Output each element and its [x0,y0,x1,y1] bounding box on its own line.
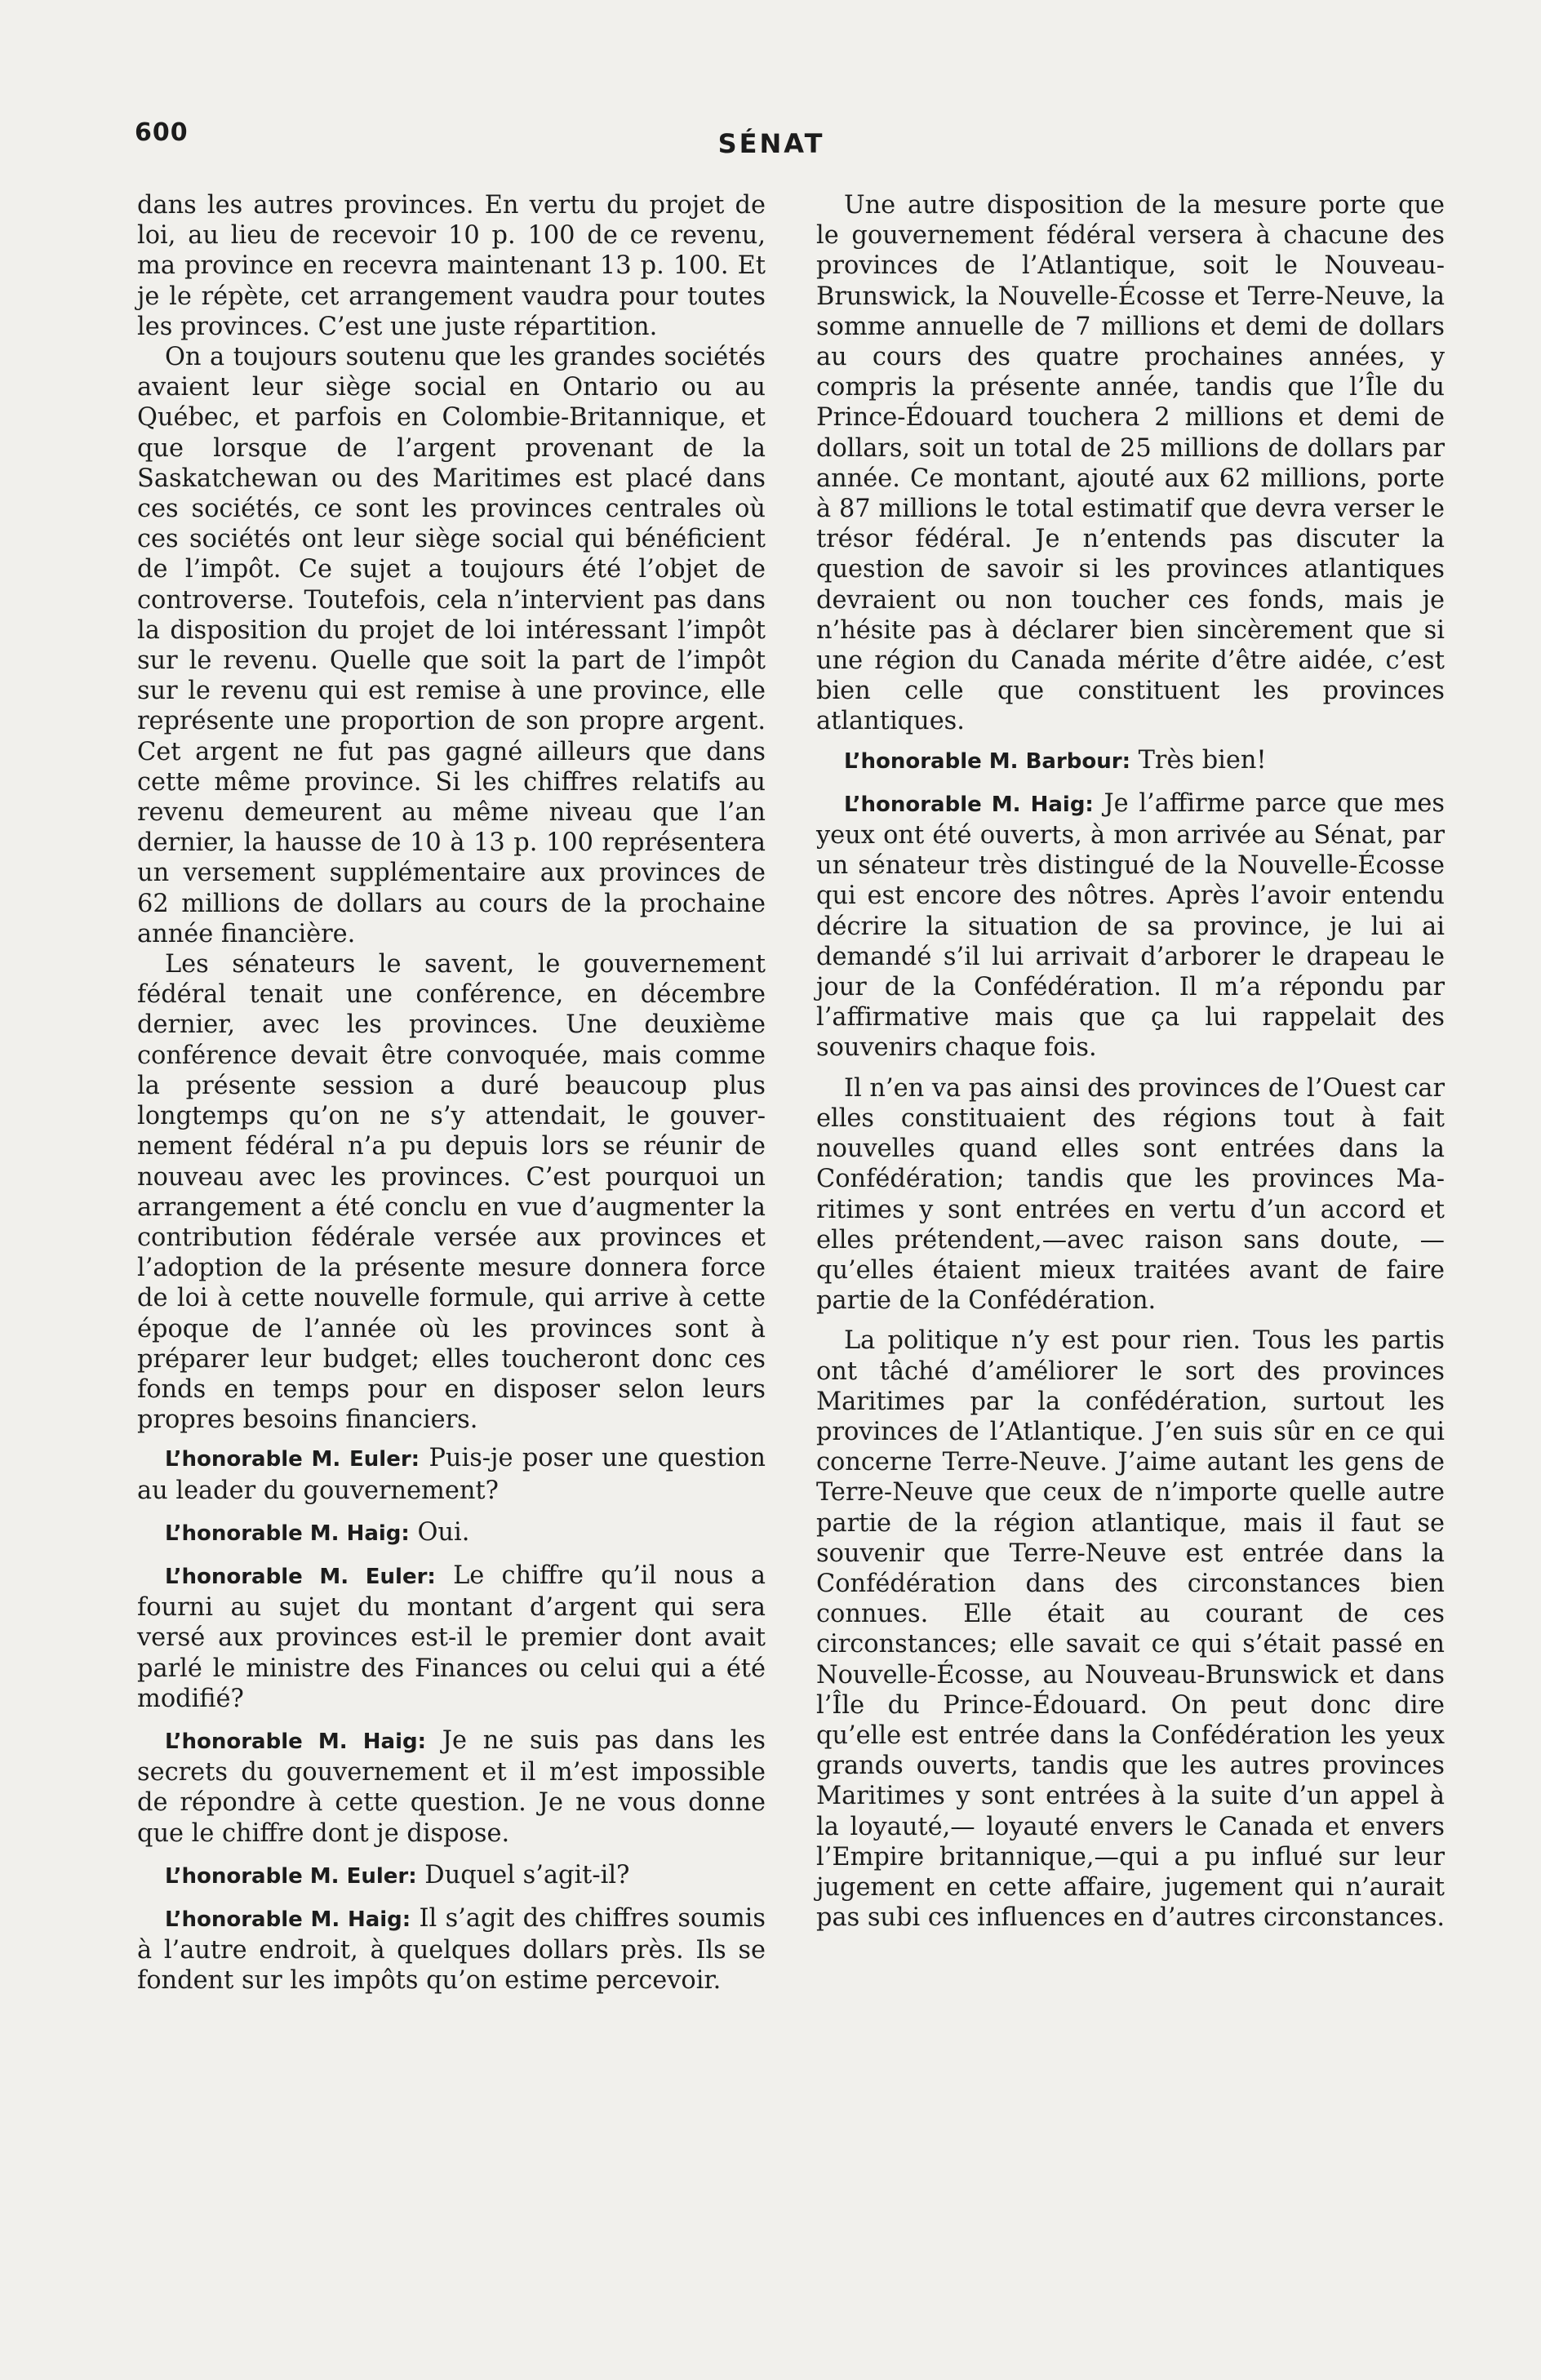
speech-text: Le chiffre qu’il nous a fourni au sujet du montant d’argent qui sera versé aux provinces est-il le premier dont avait parlé le ministre des Finances ou celui qui a été modifié? [137,1561,766,1713]
speech-paragraph [137,1517,766,1549]
speech-text: Oui. [417,1517,470,1547]
page-number: 600 [135,118,189,147]
speaker-name: L’honorable M. Haig: [165,1729,427,1754]
speech-text: Très bien! [1138,745,1267,775]
speech-paragraph [816,745,1445,777]
speech-text: Je l’affirme parce que mes yeux ont été ouverts, à mon arrivée au Sénat, par un sénateur très distingué de la Nouvelle-Écosse qui est encore des nôtres. Après l’avoir entendu décrire la situation de sa province, je lui ai demandé s’il lui arrivait d’arborer le drapeau le jour de la Confédération. Il m’a répondu par l’affirmative mais que ça lui rappelait des souvenirs chaque fois. [816,788,1445,1063]
speech-text: Duquel s’agit-il? [424,1860,630,1889]
body-paragraph: La politique n’y est pour rien. Tous les partis ont tâché d’améliorer le sort des provinces Maritimes par la confédération, surtout les provinces de l’Atlantique. J’en suis sûr en ce qui concerne Terre-Neuve. J’aime autant les gens de Terre-Neuve que ceux de n’importe quelle autre partie de la région atlantique, mais il faut se souvenir que Terre-Neuve est entrée dans la Confédération dans des circonstances bien connues. Elle était au courant de ces circonstances; elle savait ce qui s’était passé en Nouvelle-Écosse, au Nouveau-Brunswick et dans l’Île du Prince-Édouard. On peut donc dire qu’elle est entrée dans la Confédération les yeux grands ouverts, tandis que les autres provinces Maritimes y sont entrées à la suite d’un appel à la loyauté,— loyauté envers le Canada et envers l’Empire britannique,—qui a pu influé sur leur jugement en cette affaire, jugement qui n’aurait pas subi ces influences en d’autres circonstances. [816,1326,1445,1933]
speech-paragraph [137,1903,766,1996]
speech-paragraph [816,788,1445,1063]
speech-paragraph [137,1561,766,1714]
body-paragraph: dans les autres provinces. En vertu du projet de loi, au lieu de recevoir 10 p. 100 de ce revenu, ma province en recevra maintenant 13 p. 100. Et je le répète, cet arrangement vaudra pour toutes les provinces. C’est une juste répartition. [137,191,766,341]
speech-text: Il s’agit des chiffres soumis à l’autre endroit, à quelques dollars près. Ils se fondent sur les impôts qu’on estime percevoir. [137,1903,766,1996]
speech-paragraph [137,1860,766,1892]
speaker-name: L’honorable M. Euler: [165,1863,417,1889]
right-column [816,190,1445,1933]
speaker-name: L’honorable M. Euler: [165,1447,420,1472]
speaker-name: L’honorable M. Barbour: [844,748,1130,774]
speech-text: Je ne suis pas dans les secrets du gouvernement et il m’est impossible de répondre à cette question. Je ne vous donne que le chiffre dont je dispose. [137,1725,766,1848]
body-paragraph: Il n’en va pas ainsi des provinces de l’Ouest car elles constituaient des régions tout à fait nouvelles quand elles sont entrées dans la Confédération; tandis que les provinces Maritimes y sont entrées en vertu d’un accord et elles prétendent,—avec raison sans doute, —qu’elles étaient mieux traitées avant de faire partie de la Confédération. [816,1073,1445,1316]
body-paragraph: Les sénateurs le savent, le gouvernement fédéral tenait une conférence, en décembre dernier, avec les provinces. Une deuxième conférence devait être convoquée, mais comme la présente session a duré beaucoup plus longtemps qu’on ne s’y attendait, le gouvernement fédéral n’a pu depuis lors se réunir de nouveau avec les provinces. C’est pourquoi un arrangement a été conclu en vue d’augmenter la contribution fédérale versée aux provinces et l’adoption de la présente mesure donnera force de loi à cette nouvelle formule, qui arrive à cette époque de l’année où les provinces sont à préparer leur budget; elles toucheront donc ces fonds en temps pour en disposer selon leurs propres besoins financiers. [137,950,766,1435]
speech-paragraph [137,1725,766,1849]
body-paragraph: Une autre disposition de la mesure porte que le gouvernement fédéral versera à chacune des provinces de l’Atlantique, soit le Nouveau-Brunswick, la Nouvelle-Écosse et Terre-Neuve, la somme annuelle de 7 millions et demi de dollars au cours des quatre prochaines années, y compris la présente année, tandis que l’Île du Prince-Édouard touchera 2 millions et demi de dollars, soit un total de 25 millions de dollars par année. Ce montant, ajouté aux 62 millions, porte à 87 millions le total estimatif que devra verser le trésor fédéral. Je n’entends pas discuter la question de savoir si les provinces atlantiques devraient ou non toucher ces fonds, mais je n’hésite pas à déclarer bien sincèrement que si une région du Canada mérite d’être aidée, c’est bien celle que constituent les provinces atlantiques. [816,191,1445,736]
speech-text: Puis-je poser une question au leader du gouvernement? [137,1444,766,1505]
speech-paragraph [137,1443,766,1505]
speaker-name: L’honorable M. Haig: [165,1521,410,1546]
left-column [137,190,766,1996]
running-head: SÉNAT [717,128,825,159]
speaker-name: L’honorable M. Haig: [165,1907,411,1932]
speaker-name: L’honorable M. Haig: [844,792,1094,817]
body-paragraph: On a toujours soutenu que les grandes sociétés avaient leur siège social en Ontario ou au Québec, et parfois en Colombie-Britannique, et que lorsque de l’argent provenant de la Saskatchewan ou des Maritimes est placé dans ces sociétés, ce sont les provinces centrales où ces sociétés ont leur siège social qui bénéficient de l’impôt. Ce sujet a toujours été l’objet de controverse. Toutefois, cela n’intervient pas dans la disposition du projet de loi intéressant l’impôt sur le revenu. Quelle que soit la part de l’impôt sur le revenu qui est remise à une province, elle représente une proportion de son propre argent. Cet argent ne fut pas gagné ailleurs que dans cette même province. Si les chiffres relatifs au revenu demeurent au même niveau que l’an dernier, la hausse de 10 à 13 p. 100 représentera un versement supplémentaire aux provinces de 62 millions de dollars au cours de la prochaine année financière. [137,343,766,948]
speaker-name: L’honorable M. Euler: [165,1564,436,1589]
page-header [135,118,1408,167]
